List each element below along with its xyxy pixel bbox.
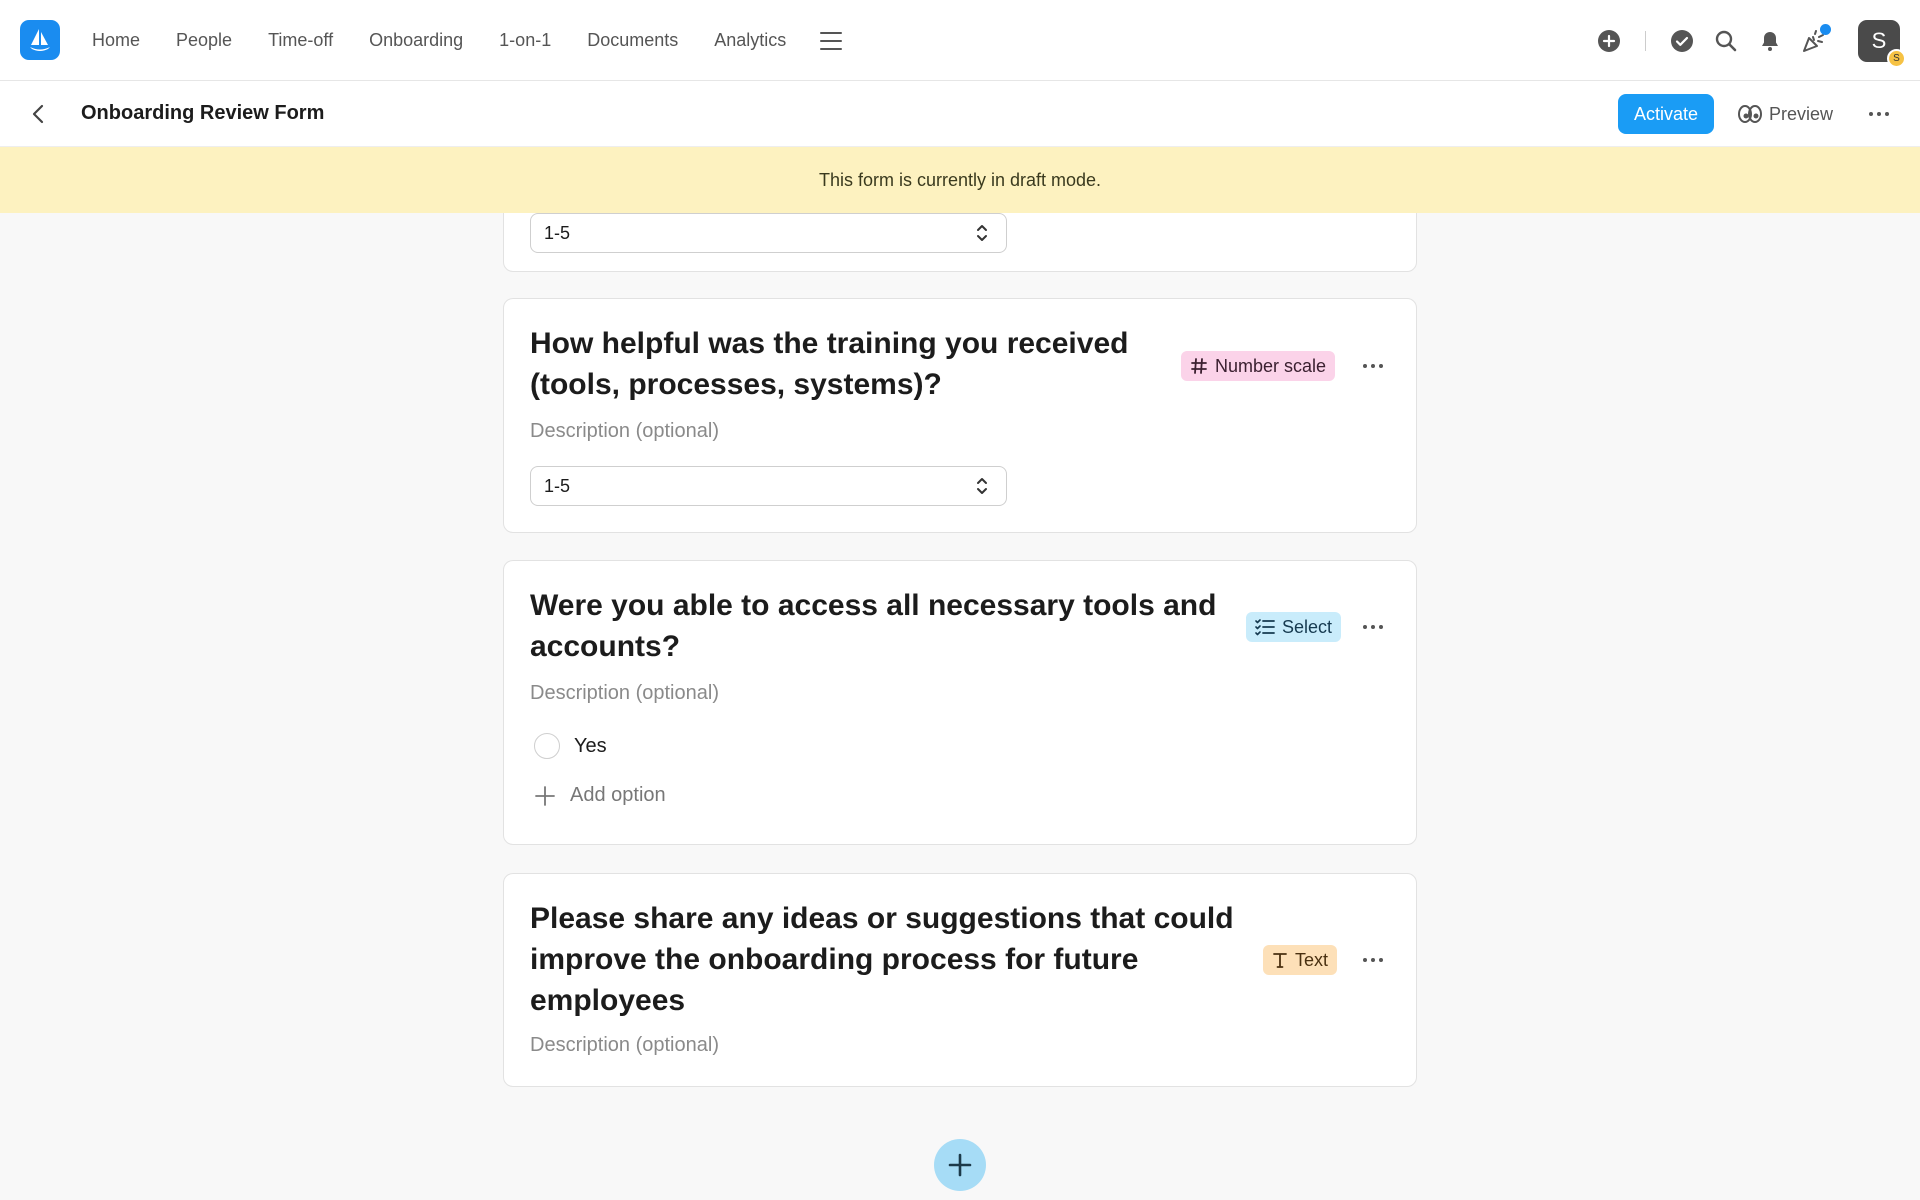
question-card[interactable] bbox=[503, 873, 1417, 1087]
question-more-icon[interactable] bbox=[1358, 353, 1388, 379]
app-logo[interactable] bbox=[20, 20, 60, 60]
form-header bbox=[0, 81, 1920, 147]
question-card[interactable] bbox=[503, 560, 1417, 845]
add-question-button[interactable] bbox=[934, 1139, 986, 1191]
question-title[interactable]: Were you able to access all necessary tools and accounts? bbox=[530, 589, 1217, 663]
check-circle-icon[interactable] bbox=[1668, 27, 1696, 55]
scale-select[interactable] bbox=[530, 466, 1007, 506]
nav-home[interactable]: Home bbox=[92, 30, 141, 50]
list-checks-icon bbox=[1255, 618, 1275, 636]
main-nav bbox=[92, 0, 842, 81]
question-type-tag[interactable]: Text bbox=[1263, 945, 1337, 975]
description-field[interactable]: Description (optional) bbox=[530, 1034, 719, 1056]
scale-value: 1-5 bbox=[544, 222, 571, 243]
text-t-icon bbox=[1272, 951, 1288, 969]
description-field[interactable]: Description (optional) bbox=[530, 420, 719, 442]
page-title: Onboarding Review Form bbox=[81, 102, 325, 124]
more-options-icon[interactable] bbox=[1864, 101, 1894, 127]
preview-label: Preview bbox=[1769, 103, 1834, 124]
hash-icon bbox=[1190, 357, 1208, 375]
bell-icon[interactable] bbox=[1756, 27, 1784, 55]
question-card[interactable] bbox=[503, 298, 1417, 533]
add-option-button[interactable]: Add option bbox=[534, 784, 666, 807]
user-avatar[interactable] bbox=[1858, 20, 1900, 62]
question-type-tag[interactable]: Number scale bbox=[1181, 351, 1335, 381]
plus-icon bbox=[947, 1152, 973, 1178]
draft-mode-banner: This form is currently in draft mode. bbox=[0, 147, 1920, 213]
chevron-up-down-icon bbox=[974, 476, 990, 496]
back-button[interactable] bbox=[26, 101, 52, 127]
scale-select[interactable] bbox=[530, 213, 1007, 253]
nav-onboarding[interactable]: Onboarding bbox=[369, 30, 464, 50]
top-navigation bbox=[0, 0, 1920, 81]
hamburger-menu-icon[interactable] bbox=[820, 32, 842, 50]
nav-actions bbox=[1595, 0, 1900, 81]
form-builder-content bbox=[0, 147, 1920, 1200]
select-option[interactable] bbox=[534, 733, 607, 759]
nav-documents[interactable]: Documents bbox=[587, 30, 679, 50]
nav-divider bbox=[1645, 31, 1646, 51]
celebration-icon[interactable] bbox=[1800, 27, 1828, 55]
activate-button[interactable]: Activate bbox=[1618, 94, 1714, 134]
chevron-left-icon bbox=[28, 103, 50, 125]
option-label[interactable]: Yes bbox=[574, 734, 607, 757]
radio-button[interactable] bbox=[534, 733, 560, 759]
preview-button[interactable] bbox=[1737, 94, 1833, 134]
notification-dot bbox=[1820, 24, 1831, 35]
sailboat-icon bbox=[27, 27, 53, 53]
avatar-badge: S bbox=[1887, 49, 1906, 68]
chevron-up-down-icon bbox=[974, 223, 990, 243]
search-icon[interactable] bbox=[1712, 27, 1740, 55]
nav-analytics[interactable]: Analytics bbox=[714, 30, 787, 50]
question-more-icon[interactable] bbox=[1358, 947, 1388, 973]
avatar-initial: S bbox=[1871, 27, 1887, 53]
plus-icon bbox=[534, 785, 556, 807]
scale-value: 1-5 bbox=[544, 475, 571, 496]
question-type-tag[interactable]: Select bbox=[1246, 612, 1341, 642]
description-field[interactable]: Description (optional) bbox=[530, 682, 719, 704]
nav-people[interactable]: People bbox=[176, 30, 233, 50]
eyes-icon bbox=[1737, 103, 1763, 125]
nav-time-off[interactable]: Time-off bbox=[268, 30, 334, 50]
nav-1-on-1[interactable]: 1-on-1 bbox=[499, 30, 552, 50]
question-title[interactable]: How helpful was the training you received (tools, processes, systems)? bbox=[530, 327, 1129, 401]
question-more-icon[interactable] bbox=[1358, 614, 1388, 640]
add-circle-icon[interactable] bbox=[1595, 27, 1623, 55]
question-title[interactable]: Please share any ideas or suggestions that could improve the onboarding process for future employees bbox=[530, 902, 1234, 1017]
